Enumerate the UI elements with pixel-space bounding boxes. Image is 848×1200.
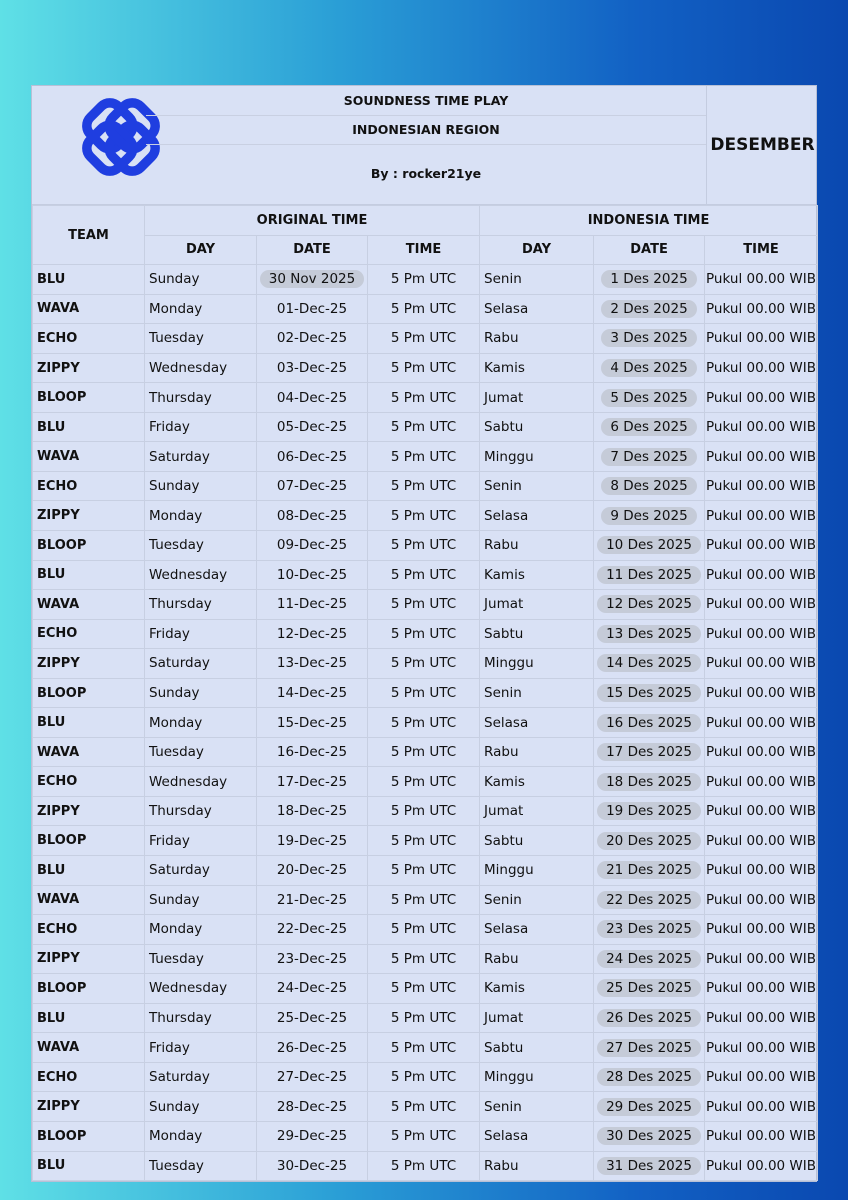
indonesia-time-cell: Pukul 00.00 WIB xyxy=(705,471,818,501)
date-pill: 5 Des 2025 xyxy=(601,389,696,407)
indonesia-day-cell: Rabu xyxy=(480,1151,594,1181)
indonesia-date-header: DATE xyxy=(594,235,705,265)
original-time-cell: 5 Pm UTC xyxy=(368,560,480,590)
sheet-header xyxy=(32,86,816,205)
indonesia-time-cell: Pukul 00.00 WIB xyxy=(705,1121,818,1151)
indonesia-time-cell: Pukul 00.00 WIB xyxy=(705,265,818,295)
indonesia-date-cell xyxy=(594,826,705,856)
team-cell: ECHO xyxy=(33,324,145,354)
original-day-cell: Wednesday xyxy=(145,353,257,383)
indonesia-time-cell: Pukul 00.00 WIB xyxy=(705,1092,818,1122)
indonesia-day-cell: Rabu xyxy=(480,944,594,974)
original-time-col-header: TIME xyxy=(368,235,480,265)
date-pill: 29 Des 2025 xyxy=(597,1098,701,1116)
indonesia-time-cell: Pukul 00.00 WIB xyxy=(705,796,818,826)
original-day-cell: Wednesday xyxy=(145,560,257,590)
table-row xyxy=(33,915,818,945)
indonesia-time-header: INDONESIA TIME xyxy=(480,206,818,236)
indonesia-day-cell: Jumat xyxy=(480,590,594,620)
indonesia-time-cell: Pukul 00.00 WIB xyxy=(705,294,818,324)
original-day-cell: Tuesday xyxy=(145,1151,257,1181)
original-day-cell: Sunday xyxy=(145,678,257,708)
original-date-cell: 15-Dec-25 xyxy=(257,708,368,738)
table-row xyxy=(33,590,818,620)
indonesia-date-cell xyxy=(594,294,705,324)
original-time-cell: 5 Pm UTC xyxy=(368,324,480,354)
team-cell: BLU xyxy=(33,708,145,738)
date-pill: 23 Des 2025 xyxy=(597,920,701,938)
team-cell: ECHO xyxy=(33,471,145,501)
team-cell: BLOOP xyxy=(33,974,145,1004)
team-cell: ECHO xyxy=(33,915,145,945)
indonesia-date-cell xyxy=(594,1092,705,1122)
original-time-cell: 5 Pm UTC xyxy=(368,826,480,856)
indonesia-time-cell: Pukul 00.00 WIB xyxy=(705,560,818,590)
date-pill: 24 Des 2025 xyxy=(597,950,701,968)
original-date-cell: 23-Dec-25 xyxy=(257,944,368,974)
original-date-cell: 20-Dec-25 xyxy=(257,856,368,886)
team-cell: BLOOP xyxy=(33,383,145,413)
indonesia-time-cell: Pukul 00.00 WIB xyxy=(705,856,818,886)
original-date-cell: 13-Dec-25 xyxy=(257,649,368,679)
indonesia-date-cell xyxy=(594,531,705,561)
team-cell: ECHO xyxy=(33,767,145,797)
team-cell: WAVA xyxy=(33,737,145,767)
table-row xyxy=(33,678,818,708)
indonesia-day-cell: Selasa xyxy=(480,501,594,531)
original-date-cell: 27-Dec-25 xyxy=(257,1062,368,1092)
date-pill: 31 Des 2025 xyxy=(597,1157,701,1175)
original-day-cell: Friday xyxy=(145,1033,257,1063)
date-pill: 2 Des 2025 xyxy=(601,300,696,318)
team-cell: ZIPPY xyxy=(33,501,145,531)
original-time-cell: 5 Pm UTC xyxy=(368,1151,480,1181)
date-pill: 1 Des 2025 xyxy=(601,270,696,288)
indonesia-date-cell xyxy=(594,1121,705,1151)
indonesia-day-cell: Minggu xyxy=(480,1062,594,1092)
original-day-cell: Monday xyxy=(145,915,257,945)
original-day-cell: Thursday xyxy=(145,1003,257,1033)
original-day-cell: Tuesday xyxy=(145,531,257,561)
indonesia-time-cell: Pukul 00.00 WIB xyxy=(705,412,818,442)
date-pill: 18 Des 2025 xyxy=(597,773,701,791)
indonesia-day-cell: Rabu xyxy=(480,531,594,561)
original-time-cell: 5 Pm UTC xyxy=(368,1062,480,1092)
original-date-cell: 16-Dec-25 xyxy=(257,737,368,767)
original-day-cell: Tuesday xyxy=(145,944,257,974)
original-time-cell: 5 Pm UTC xyxy=(368,885,480,915)
original-day-cell: Thursday xyxy=(145,383,257,413)
date-pill: 14 Des 2025 xyxy=(597,654,701,672)
date-pill: 17 Des 2025 xyxy=(597,743,701,761)
original-time-cell: 5 Pm UTC xyxy=(368,412,480,442)
team-cell: ZIPPY xyxy=(33,649,145,679)
table-row xyxy=(33,265,818,295)
original-time-cell: 5 Pm UTC xyxy=(368,767,480,797)
original-time-cell: 5 Pm UTC xyxy=(368,294,480,324)
table-row xyxy=(33,767,818,797)
indonesia-day-cell: Rabu xyxy=(480,737,594,767)
indonesia-time-cell: Pukul 00.00 WIB xyxy=(705,1033,818,1063)
indonesia-day-cell: Selasa xyxy=(480,294,594,324)
indonesia-date-cell xyxy=(594,737,705,767)
original-date-cell: 14-Dec-25 xyxy=(257,678,368,708)
indonesia-time-cell: Pukul 00.00 WIB xyxy=(705,353,818,383)
indonesia-day-cell: Kamis xyxy=(480,353,594,383)
original-date-cell: 11-Dec-25 xyxy=(257,590,368,620)
team-cell: BLU xyxy=(33,1003,145,1033)
original-day-cell: Saturday xyxy=(145,649,257,679)
indonesia-time-cell: Pukul 00.00 WIB xyxy=(705,944,818,974)
team-cell: ZIPPY xyxy=(33,1092,145,1122)
table-row xyxy=(33,885,818,915)
schedule-rows xyxy=(33,265,818,1181)
team-cell: BLU xyxy=(33,265,145,295)
original-date-cell: 28-Dec-25 xyxy=(257,1092,368,1122)
date-pill: 27 Des 2025 xyxy=(597,1039,701,1057)
indonesia-date-cell xyxy=(594,590,705,620)
table-row xyxy=(33,856,818,886)
date-pill: 12 Des 2025 xyxy=(597,595,701,613)
team-cell: WAVA xyxy=(33,294,145,324)
indonesia-date-cell xyxy=(594,767,705,797)
table-row xyxy=(33,560,818,590)
original-date-cell: 24-Dec-25 xyxy=(257,974,368,1004)
original-day-header: DAY xyxy=(145,235,257,265)
original-date-cell: 01-Dec-25 xyxy=(257,294,368,324)
indonesia-day-cell: Minggu xyxy=(480,856,594,886)
original-date-cell: 18-Dec-25 xyxy=(257,796,368,826)
region-label: INDONESIAN REGION xyxy=(352,122,500,137)
indonesia-time-cell: Pukul 00.00 WIB xyxy=(705,708,818,738)
original-day-cell: Friday xyxy=(145,412,257,442)
original-time-header: ORIGINAL TIME xyxy=(145,206,480,236)
table-row xyxy=(33,708,818,738)
indonesia-day-cell: Rabu xyxy=(480,324,594,354)
indonesia-day-cell: Minggu xyxy=(480,442,594,472)
original-time-cell: 5 Pm UTC xyxy=(368,619,480,649)
indonesia-day-cell: Selasa xyxy=(480,1121,594,1151)
date-pill: 16 Des 2025 xyxy=(597,714,701,732)
original-date-cell xyxy=(257,265,368,295)
indonesia-date-cell xyxy=(594,856,705,886)
indonesia-date-cell xyxy=(594,796,705,826)
indonesia-day-cell: Senin xyxy=(480,471,594,501)
original-day-cell: Tuesday xyxy=(145,737,257,767)
team-cell: BLU xyxy=(33,560,145,590)
indonesia-time-cell: Pukul 00.00 WIB xyxy=(705,590,818,620)
original-time-cell: 5 Pm UTC xyxy=(368,796,480,826)
original-day-cell: Friday xyxy=(145,619,257,649)
original-time-cell: 5 Pm UTC xyxy=(368,442,480,472)
indonesia-day-cell: Jumat xyxy=(480,383,594,413)
table-row xyxy=(33,974,818,1004)
date-pill: 19 Des 2025 xyxy=(597,802,701,820)
original-time-cell: 5 Pm UTC xyxy=(368,856,480,886)
original-day-cell: Monday xyxy=(145,708,257,738)
original-day-cell: Monday xyxy=(145,501,257,531)
original-date-cell: 06-Dec-25 xyxy=(257,442,368,472)
original-time-cell: 5 Pm UTC xyxy=(368,649,480,679)
indonesia-date-cell xyxy=(594,442,705,472)
date-pill: 30 Nov 2025 xyxy=(260,270,364,288)
indonesia-time-cell: Pukul 00.00 WIB xyxy=(705,974,818,1004)
date-pill: 21 Des 2025 xyxy=(597,861,701,879)
indonesia-date-cell xyxy=(594,885,705,915)
team-cell: WAVA xyxy=(33,1033,145,1063)
date-pill: 7 Des 2025 xyxy=(601,448,696,466)
original-time-cell: 5 Pm UTC xyxy=(368,1003,480,1033)
original-day-cell: Sunday xyxy=(145,1092,257,1122)
date-pill: 9 Des 2025 xyxy=(601,507,696,525)
original-time-cell: 5 Pm UTC xyxy=(368,737,480,767)
team-cell: BLOOP xyxy=(33,1121,145,1151)
indonesia-time-cell: Pukul 00.00 WIB xyxy=(705,501,818,531)
indonesia-day-cell: Selasa xyxy=(480,708,594,738)
indonesia-time-cell: Pukul 00.00 WIB xyxy=(705,1003,818,1033)
original-time-cell: 5 Pm UTC xyxy=(368,678,480,708)
indonesia-time-cell: Pukul 00.00 WIB xyxy=(705,531,818,561)
original-time-cell: 5 Pm UTC xyxy=(368,944,480,974)
original-date-cell: 04-Dec-25 xyxy=(257,383,368,413)
original-time-cell: 5 Pm UTC xyxy=(368,501,480,531)
indonesia-date-cell xyxy=(594,324,705,354)
indonesia-time-cell: Pukul 00.00 WIB xyxy=(705,678,818,708)
table-row xyxy=(33,471,818,501)
indonesia-day-cell: Sabtu xyxy=(480,826,594,856)
team-cell: ZIPPY xyxy=(33,796,145,826)
original-time-cell: 5 Pm UTC xyxy=(368,974,480,1004)
indonesia-time-cell: Pukul 00.00 WIB xyxy=(705,442,818,472)
original-date-cell: 10-Dec-25 xyxy=(257,560,368,590)
table-row xyxy=(33,737,818,767)
date-pill: 6 Des 2025 xyxy=(601,418,696,436)
original-day-cell: Sunday xyxy=(145,471,257,501)
original-time-cell: 5 Pm UTC xyxy=(368,265,480,295)
original-date-cell: 17-Dec-25 xyxy=(257,767,368,797)
date-pill: 30 Des 2025 xyxy=(597,1127,701,1145)
original-date-cell: 26-Dec-25 xyxy=(257,1033,368,1063)
indonesia-day-cell: Senin xyxy=(480,678,594,708)
indonesia-date-cell xyxy=(594,944,705,974)
month-label: DESEMBER xyxy=(706,86,818,204)
indonesia-time-cell: Pukul 00.00 WIB xyxy=(705,324,818,354)
indonesia-day-cell: Kamis xyxy=(480,560,594,590)
indonesia-day-header: DAY xyxy=(480,235,594,265)
date-pill: 10 Des 2025 xyxy=(597,536,701,554)
original-date-cell: 05-Dec-25 xyxy=(257,412,368,442)
indonesia-date-cell xyxy=(594,678,705,708)
original-date-cell: 25-Dec-25 xyxy=(257,1003,368,1033)
indonesia-date-cell xyxy=(594,412,705,442)
indonesia-date-cell xyxy=(594,383,705,413)
original-day-cell: Monday xyxy=(145,1121,257,1151)
team-cell: BLOOP xyxy=(33,678,145,708)
date-pill: 15 Des 2025 xyxy=(597,684,701,702)
original-date-cell: 21-Dec-25 xyxy=(257,885,368,915)
original-date-cell: 12-Dec-25 xyxy=(257,619,368,649)
team-cell: WAVA xyxy=(33,885,145,915)
original-date-cell: 03-Dec-25 xyxy=(257,353,368,383)
original-time-cell: 5 Pm UTC xyxy=(368,1092,480,1122)
team-cell: BLOOP xyxy=(33,531,145,561)
indonesia-day-cell: Sabtu xyxy=(480,1033,594,1063)
original-time-cell: 5 Pm UTC xyxy=(368,590,480,620)
table-row xyxy=(33,1033,818,1063)
original-day-cell: Thursday xyxy=(145,796,257,826)
original-date-cell: 02-Dec-25 xyxy=(257,324,368,354)
table-row xyxy=(33,501,818,531)
indonesia-time-col-header: TIME xyxy=(705,235,818,265)
original-date-cell: 29-Dec-25 xyxy=(257,1121,368,1151)
table-row xyxy=(33,353,818,383)
author-label: By : rocker21ye xyxy=(370,166,482,181)
original-day-cell: Sunday xyxy=(145,265,257,295)
date-pill: 11 Des 2025 xyxy=(597,566,701,584)
date-pill: 3 Des 2025 xyxy=(601,329,696,347)
original-date-cell: 19-Dec-25 xyxy=(257,826,368,856)
schedule-table xyxy=(32,205,818,1181)
original-day-cell: Monday xyxy=(145,294,257,324)
indonesia-time-cell: Pukul 00.00 WIB xyxy=(705,767,818,797)
date-pill: 20 Des 2025 xyxy=(597,832,701,850)
date-pill: 13 Des 2025 xyxy=(597,625,701,643)
indonesia-date-cell xyxy=(594,353,705,383)
original-day-cell: Wednesday xyxy=(145,767,257,797)
indonesia-date-cell xyxy=(594,1003,705,1033)
indonesia-day-cell: Senin xyxy=(480,1092,594,1122)
indonesia-date-cell xyxy=(594,1033,705,1063)
table-row xyxy=(33,294,818,324)
date-pill: 28 Des 2025 xyxy=(597,1068,701,1086)
indonesia-date-cell xyxy=(594,471,705,501)
indonesia-time-cell: Pukul 00.00 WIB xyxy=(705,885,818,915)
team-cell: WAVA xyxy=(33,442,145,472)
indonesia-day-cell: Jumat xyxy=(480,796,594,826)
original-date-cell: 30-Dec-25 xyxy=(257,1151,368,1181)
table-row xyxy=(33,1121,818,1151)
original-day-cell: Wednesday xyxy=(145,974,257,1004)
table-row xyxy=(33,944,818,974)
table-row xyxy=(33,826,818,856)
original-time-cell: 5 Pm UTC xyxy=(368,531,480,561)
team-cell: BLU xyxy=(33,856,145,886)
team-cell: ECHO xyxy=(33,1062,145,1092)
indonesia-day-cell: Kamis xyxy=(480,974,594,1004)
team-cell: BLOOP xyxy=(33,826,145,856)
indonesia-time-cell: Pukul 00.00 WIB xyxy=(705,649,818,679)
schedule-sheet xyxy=(31,85,817,1182)
team-cell: ZIPPY xyxy=(33,353,145,383)
original-time-cell: 5 Pm UTC xyxy=(368,471,480,501)
original-day-cell: Friday xyxy=(145,826,257,856)
table-row xyxy=(33,649,818,679)
original-time-cell: 5 Pm UTC xyxy=(368,708,480,738)
date-pill: 25 Des 2025 xyxy=(597,979,701,997)
indonesia-date-cell xyxy=(594,649,705,679)
indonesia-date-cell xyxy=(594,1151,705,1181)
indonesia-time-cell: Pukul 00.00 WIB xyxy=(705,619,818,649)
date-pill: 8 Des 2025 xyxy=(601,477,696,495)
date-pill: 26 Des 2025 xyxy=(597,1009,701,1027)
original-day-cell: Sunday xyxy=(145,885,257,915)
indonesia-time-cell: Pukul 00.00 WIB xyxy=(705,383,818,413)
indonesia-day-cell: Senin xyxy=(480,885,594,915)
original-day-cell: Thursday xyxy=(145,590,257,620)
indonesia-time-cell: Pukul 00.00 WIB xyxy=(705,737,818,767)
indonesia-day-cell: Senin xyxy=(480,265,594,295)
table-row xyxy=(33,1092,818,1122)
indonesia-time-cell: Pukul 00.00 WIB xyxy=(705,915,818,945)
team-cell: WAVA xyxy=(33,590,145,620)
indonesia-date-cell xyxy=(594,915,705,945)
indonesia-date-cell xyxy=(594,265,705,295)
indonesia-date-cell xyxy=(594,974,705,1004)
table-row xyxy=(33,1062,818,1092)
indonesia-day-cell: Kamis xyxy=(480,767,594,797)
original-day-cell: Saturday xyxy=(145,1062,257,1092)
table-row xyxy=(33,531,818,561)
original-date-cell: 22-Dec-25 xyxy=(257,915,368,945)
indonesia-date-cell xyxy=(594,708,705,738)
original-date-cell: 07-Dec-25 xyxy=(257,471,368,501)
indonesia-day-cell: Sabtu xyxy=(480,412,594,442)
original-time-cell: 5 Pm UTC xyxy=(368,915,480,945)
indonesia-day-cell: Minggu xyxy=(480,649,594,679)
team-cell: BLU xyxy=(33,1151,145,1181)
indonesia-time-cell: Pukul 00.00 WIB xyxy=(705,1151,818,1181)
table-row xyxy=(33,1003,818,1033)
original-time-cell: 5 Pm UTC xyxy=(368,353,480,383)
table-row xyxy=(33,324,818,354)
table-row xyxy=(33,442,818,472)
original-date-cell: 09-Dec-25 xyxy=(257,531,368,561)
table-row xyxy=(33,619,818,649)
original-day-cell: Saturday xyxy=(145,856,257,886)
indonesia-date-cell xyxy=(594,560,705,590)
table-row xyxy=(33,412,818,442)
page-title: SOUNDNESS TIME PLAY xyxy=(343,93,509,108)
indonesia-date-cell xyxy=(594,619,705,649)
indonesia-day-cell: Selasa xyxy=(480,915,594,945)
table-row xyxy=(33,796,818,826)
indonesia-day-cell: Jumat xyxy=(480,1003,594,1033)
indonesia-time-cell: Pukul 00.00 WIB xyxy=(705,826,818,856)
team-cell: ECHO xyxy=(33,619,145,649)
original-time-cell: 5 Pm UTC xyxy=(368,383,480,413)
table-row xyxy=(33,383,818,413)
date-pill: 4 Des 2025 xyxy=(601,359,696,377)
original-date-header: DATE xyxy=(257,235,368,265)
date-pill: 22 Des 2025 xyxy=(597,891,701,909)
team-cell: BLU xyxy=(33,412,145,442)
team-header: TEAM xyxy=(33,206,145,265)
indonesia-time-cell: Pukul 00.00 WIB xyxy=(705,1062,818,1092)
indonesia-date-cell xyxy=(594,501,705,531)
team-cell: ZIPPY xyxy=(33,944,145,974)
table-row xyxy=(33,1151,818,1181)
original-time-cell: 5 Pm UTC xyxy=(368,1121,480,1151)
indonesia-date-cell xyxy=(594,1062,705,1092)
original-time-cell: 5 Pm UTC xyxy=(368,1033,480,1063)
original-date-cell: 08-Dec-25 xyxy=(257,501,368,531)
indonesia-day-cell: Sabtu xyxy=(480,619,594,649)
original-day-cell: Tuesday xyxy=(145,324,257,354)
original-day-cell: Saturday xyxy=(145,442,257,472)
